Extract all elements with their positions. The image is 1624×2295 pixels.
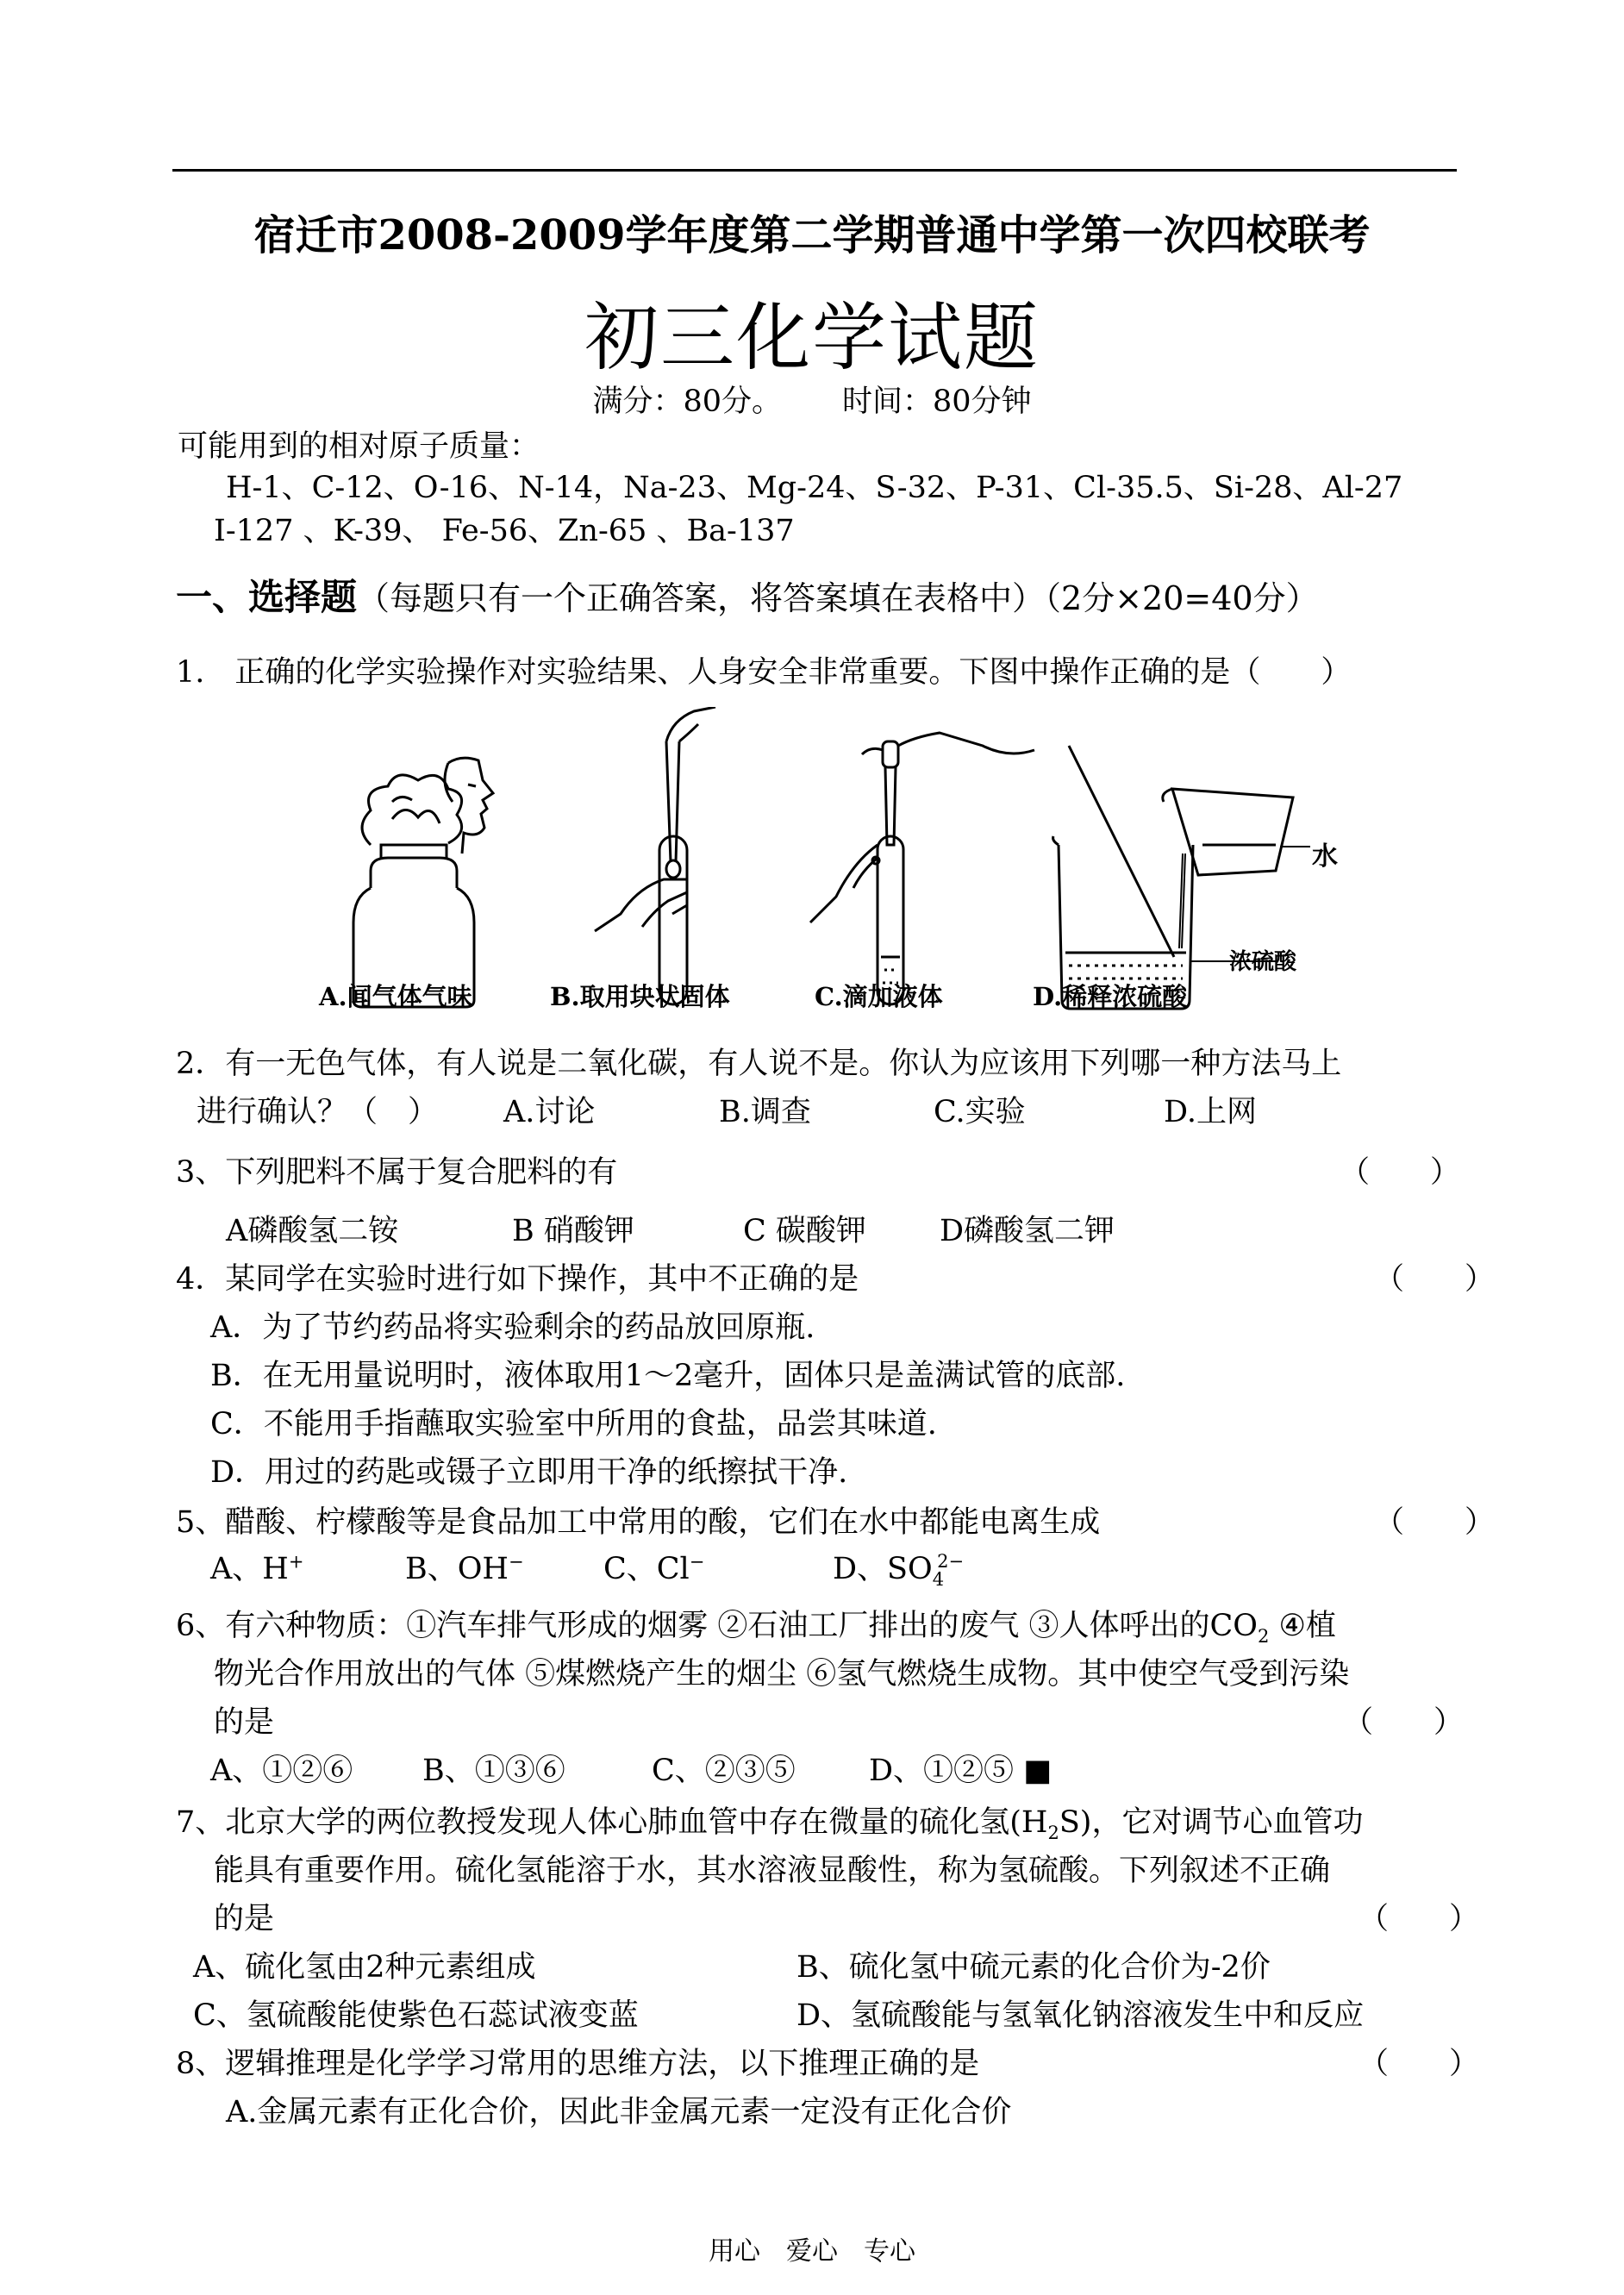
label-water: 水 [1312,841,1338,872]
q2-option-a: A.讨论 [503,1095,596,1129]
q4-option-b: B．在无用量说明时，液体取用1～2毫升，固体只是盖满试管的底部. [210,1359,1126,1393]
q7-option-c: C、氢硫酸能使紫色石蕊试液变蓝 [193,1998,639,2033]
q4-option-d: D．用过的药匙或镊子立即用干净的纸擦拭干净. [210,1455,848,1490]
q2-line2: 进行确认？（ ） [197,1095,439,1129]
q3-option-a: A磷酸氢二铵 [226,1214,399,1248]
q7-line1: 7、北京大学的两位教授发现人体心肺血管中存在微量的硫化氢$(H_2S)$，它对调节心血管功 [176,1805,1364,1843]
page-footer: 用心 爱心 专心 [709,2236,915,2267]
q7-option-d: D、氢硫酸能与氢氧化钠溶液发生中和反应 [796,1998,1365,2033]
q6-line3: 的是 [214,1705,275,1740]
q2-option-c: C.实验 [934,1095,1026,1129]
q7-answer-paren: （ ） [1359,1902,1480,1936]
q6-line1: 6、有六种物质：①汽车排气形成的烟雾 ②石油工厂排出的废气 ③人体呼出的$CO_2$ ④植 [176,1609,1336,1647]
q3-option-c: C 碳酸钾 [743,1214,866,1248]
q7-option-a: A、硫化氢由2种元素组成 [193,1950,536,1985]
q6-line2: 物光合作用放出的气体 ⑤煤燃烧产生的烟尘 ⑥氢气燃烧生成物。其中使空气受到污染 [214,1657,1350,1692]
school-line: 宿迁市2008-2009学年度第二学期普通中学第一次四校联考 [253,211,1371,260]
figure-caption-a: A.闻气体气味 [319,982,472,1011]
full-marks: 满分：80分。 [592,385,782,419]
q4-option-c: C．不能用手指蘸取实验室中所用的食盐，品尝其味道. [210,1407,937,1441]
page-title: 初三化学试题 [584,295,1040,381]
q3-text: 3、下列肥料不属于复合肥料的有 [176,1155,618,1190]
q3-option-d: D磷酸氢二钾 [940,1214,1115,1248]
q5-option-c: C、Cl− [603,1551,705,1586]
q8-option-a: A.金属元素有正化合价，因此非金属元素一定没有正化合价 [226,2095,1012,2129]
figure-c-add-liquid [810,733,1034,1004]
atomic-mass-label: 可能用到的相对原子质量： [178,429,540,464]
atomic-mass-line1: H-1、C-12、O-16、N-14，Na-23、Mg-24、S-32、P-31、Cl-35.5、Si-28、Al-27 [226,471,1403,505]
figure-caption-c: C.滴加液体 [815,982,943,1011]
figure-caption-b: B.取用块状固体 [550,982,730,1011]
q2-option-d: D.上网 [1164,1095,1257,1129]
label-conc-acid: 浓硫酸 [1229,949,1297,975]
section1-note: （每题只有一个正确答案，将答案填在表格中）（2分×20=40分） [357,579,1319,617]
q4-text: 4．某同学在实验时进行如下操作，其中不正确的是 [176,1262,859,1297]
q6-option-b: B、①③⑥ [422,1754,565,1788]
q5-option-a: A、H+ [210,1551,304,1586]
atomic-mass-line2: I-127 、K-39、 Fe-56、Zn-65 、Ba-137 [214,514,795,548]
exam-meta [0,378,1624,421]
q1-text: 1. 正确的化学实验操作对实验结果、人身安全非常重要。下图中操作正确的是（ ） [176,655,1352,690]
q4-option-a: A．为了节约药品将实验剩余的药品放回原瓶. [210,1310,815,1345]
q5-answer-paren: （ ） [1374,1505,1496,1540]
figure-b-take-solid [595,707,715,1004]
figure-a-smell-gas [353,758,493,1007]
q7-line3: 的是 [214,1902,275,1936]
q3-option-b: B 硝酸钾 [512,1214,634,1248]
figure-caption-d: D.稀释浓硫酸 [1033,982,1188,1011]
q6-option-d: D、①②⑤ ■ [869,1754,1052,1788]
q6-option-a: A、①②⑥ [210,1754,353,1788]
q7-option-b: B、硫化氢中硫元素的化合价为-2价 [796,1950,1271,1985]
q2-option-b: B.调查 [719,1095,811,1129]
top-rule [172,169,1457,172]
q5-text: 5、醋酸、柠檬酸等是食品加工中常用的酸，它们在水中都能电离生成 [176,1505,1101,1540]
q3-answer-paren: （ ） [1340,1155,1461,1190]
q7-line2: 能具有重要作用。硫化氢能溶于水，其水溶液显酸性，称为氢硫酸。下列叙述不正确 [214,1854,1331,1888]
q1-figures [310,707,1345,1017]
q2-line1: 2．有一无色气体，有人说是二氧化碳，有人说不是。你认为应该用下列哪一种方法马上 [176,1047,1342,1081]
q6-option-c: C、②③⑤ [652,1754,796,1788]
q5-option-b: B、OH− [405,1551,524,1586]
q6-answer-paren: （ ） [1343,1705,1465,1740]
q8-answer-paren: （ ） [1359,2047,1480,2081]
exam-time: 时间：80分钟 [842,385,1032,419]
q5-option-d: D、$SO_4^{2-}$ [833,1551,965,1590]
q4-answer-paren: （ ） [1374,1262,1496,1297]
section1-heading: 一、选择题（每题只有一个正确答案，将答案填在表格中）（2分×20=40分） [176,576,1319,618]
q8-text: 8、逻辑推理是化学学习常用的思维方法，以下推理正确的是 [176,2047,980,2081]
